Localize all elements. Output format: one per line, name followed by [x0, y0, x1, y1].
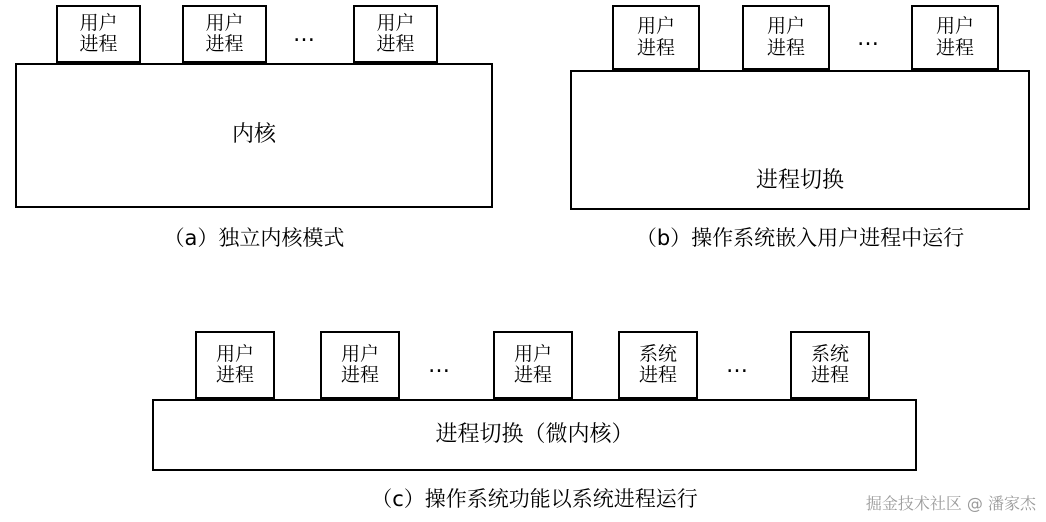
box-line: 进程: [810, 364, 849, 386]
box-line: 用户: [340, 342, 379, 365]
panel-a-caption: （a）独立内核模式: [163, 226, 345, 250]
panel-b-user-process-3: [911, 5, 999, 70]
box-line: 内核: [231, 122, 276, 148]
panel-b-user-process-2: [742, 5, 830, 70]
box-line: 进程: [205, 33, 244, 55]
box-line: 用户: [79, 11, 118, 34]
panel-a-user-process-3: [353, 5, 438, 63]
panel-a-kernel-box: [15, 63, 493, 208]
panel-b-user-process-1: [612, 5, 700, 70]
box-line: 用户: [205, 11, 244, 34]
panel-b-process-switch-box: [570, 70, 1030, 210]
box-line: 用户: [215, 342, 254, 365]
box-line: 用户: [636, 15, 675, 38]
panel-c-user-process-1: [195, 331, 275, 399]
box-line: 用户: [376, 11, 415, 34]
panel-a-user-process-2: [182, 5, 267, 63]
watermark: [866, 491, 1036, 514]
box-line: 进程: [935, 36, 974, 59]
box-line: 进程: [513, 364, 552, 386]
panel-a-ellipsis: …: [293, 21, 317, 47]
panel-a-user-process-1: [56, 5, 141, 63]
panel-c-caption: （c）操作系统功能以系统进程运行: [371, 487, 698, 511]
panel-c-ellipsis-2: …: [726, 352, 750, 378]
box-line: 用户: [935, 15, 974, 38]
panel-c-ellipsis-1: …: [428, 352, 452, 378]
box-line: 进程: [766, 36, 805, 59]
watermark-text: 掘金技术社区 @ 潘家杰: [865, 494, 1036, 513]
box-line: 进程: [638, 364, 677, 386]
panel-c-system-process-1: [618, 331, 698, 399]
panel-c-user-process-3: [493, 331, 573, 399]
panel-b-caption: （b）操作系统嵌入用户进程中运行: [635, 226, 965, 250]
panel-c-user-process-2: [320, 331, 400, 399]
box-line: 系统: [810, 342, 849, 365]
box-line: 进程切换（微内核）: [435, 421, 634, 447]
box-line: 进程: [79, 33, 118, 55]
box-line: 进程: [376, 33, 415, 55]
box-line: 进程: [636, 36, 675, 59]
box-line: 用户: [766, 15, 805, 38]
panel-c-system-process-2: [790, 331, 870, 399]
box-line: 用户: [513, 342, 552, 365]
box-line: 进程: [215, 364, 254, 386]
panel-b-ellipsis: …: [857, 25, 881, 51]
panel-c-microkernel-box: [152, 399, 917, 471]
box-line: 进程: [340, 364, 379, 386]
box-line: 进程切换: [755, 168, 844, 194]
box-line: 系统: [638, 342, 677, 365]
